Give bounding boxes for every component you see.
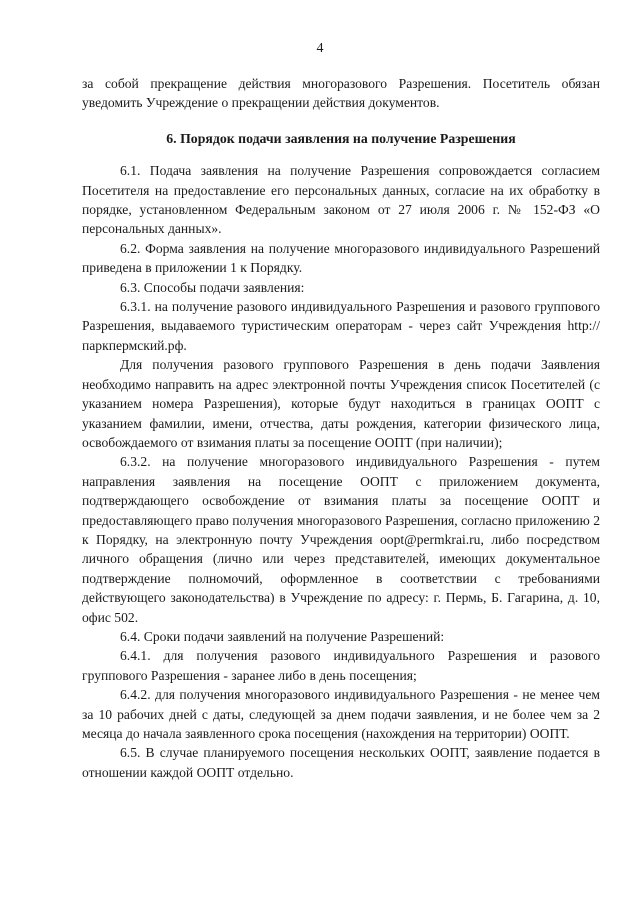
paragraph-6-4-1: 6.4.1. для получения разового индивидуального Разрешения и разового группового Разрешения - заранее либо в день посещения; [82, 648, 600, 683]
paragraph-6-1: 6.1. Подача заявления на получение Разрешения сопровождается согласием Посетителя на предоставление его персональных данных, согласие на их обработку в порядке, установленном Федеральным законом от 27 июля 2006 г. № 152-ФЗ «О персональных данных». [82, 163, 600, 237]
paragraph-6-4: 6.4. Сроки подачи заявлений на получение Разрешений: [120, 628, 445, 644]
paragraph-6-3-2: 6.3.2. на получение многоразового индивидуального Разрешения - путем направления заявления на посещение ООПТ с приложением документа, подтверждающего освобождение от взимания платы за посещение ООПТ и предоставляющего право получения многоразового Разрешения, согласно приложению 2 к Порядку, на электронную почту Учреждения oopt@permkrai.ru, либо посредством личного обращения (лично или через представителей, имеющих документальное подтверждение полномочий, оформленное в соответствии с требованиями действующего законодательства) в Учреждение по адресу: г. Пермь, Б. Гагарина, д. 10, офис 502. [82, 454, 600, 625]
document-body [82, 74, 600, 782]
paragraph-6-4-2: 6.4.2. для получения многоразового индивидуального Разрешения - не менее чем за 10 рабочих дней с даты, следующей за днем подачи заявления, и не более чем за 2 месяца до начала заявленного срока посещения (нахождения на территории) ООПТ. [82, 687, 600, 741]
section-title: 6. Порядок подачи заявления на получение Разрешения [166, 130, 516, 146]
intro-paragraph: за собой прекращение действия многоразового Разрешения. Посетитель обязан уведомить Учреждение о прекращении действия документов. [82, 76, 600, 111]
paragraph-group-permit-note: Для получения разового группового Разрешения в день подачи Заявления необходимо направить на адрес электронной почты Учреждения список Посетителей (с указанием номера Разрешения), которые будут находиться в границах ООПТ с указанием фамилии, имени, отчества, даты рождения, категории физического лица, освобождаемого от взимания платы за посещение ООПТ (при наличии); [82, 357, 600, 450]
paragraph-6-5: 6.5. В случае планируемого посещения нескольких ООПТ, заявление подается в отношении каждой ООПТ отдельно. [82, 745, 600, 780]
paragraph-6-3: 6.3. Способы подачи заявления: [120, 279, 305, 295]
paragraph-6-3-1: 6.3.1. на получение разового индивидуального Разрешения и разового группового Разрешения, выдаваемого туристическим операторам - через сайт Учреждения http://паркпермский.рф. [82, 299, 600, 353]
page-number: 4 [316, 41, 324, 56]
paragraph-6-2: 6.2. Форма заявления на получение многоразового индивидуального Разрешений приведена в приложении 1 к Порядку. [82, 240, 600, 276]
